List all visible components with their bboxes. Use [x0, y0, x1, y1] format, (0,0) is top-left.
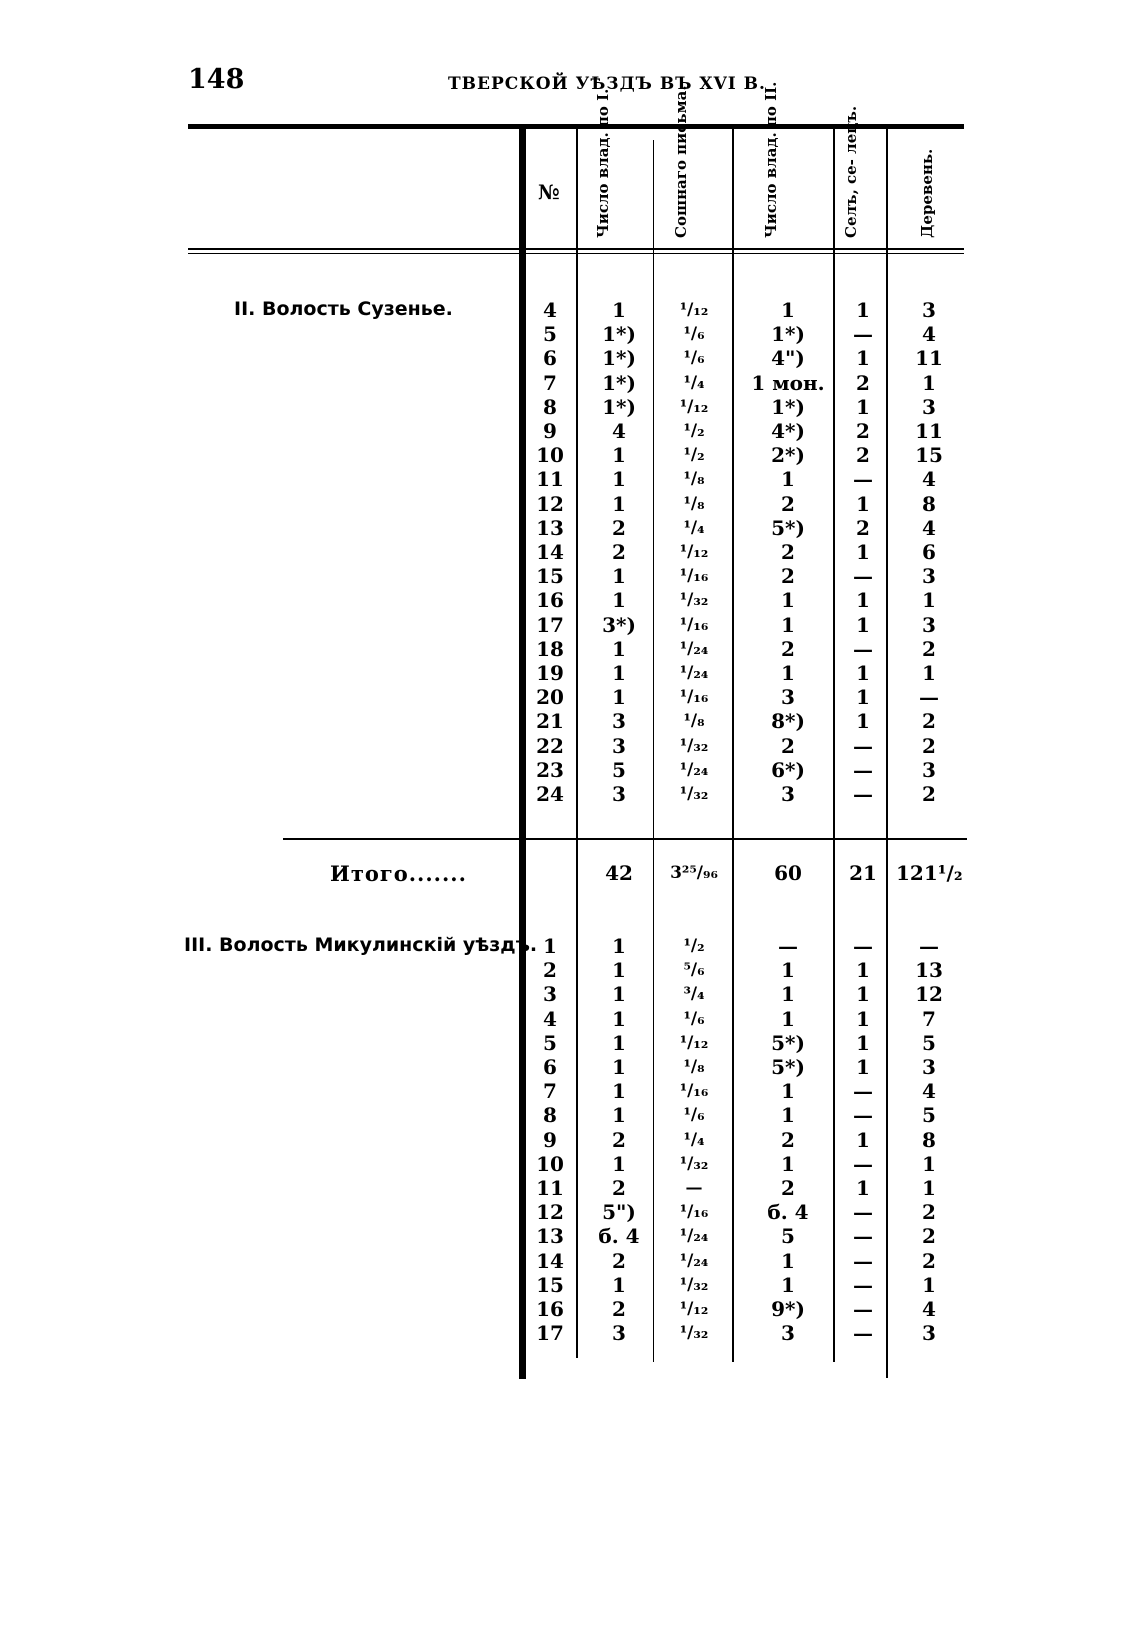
running-title: ТВЕРСКОЙ УѢЗДЪ ВЪ XVI В.: [448, 74, 766, 94]
table-cell-villages: —: [853, 1248, 873, 1273]
table-cell-sokha-share: ¹/₂₄: [679, 663, 709, 683]
table-cell-owners-2: 1: [781, 1006, 795, 1031]
table-cell-villages: 2: [856, 370, 870, 395]
table-cell-hamlets: 15: [915, 443, 943, 468]
table-cell-villages: 1: [856, 491, 870, 516]
table-cell-owners-2: 1: [781, 467, 795, 492]
col-header-sokha: Сошнаго письма.: [672, 85, 690, 238]
table-cell-sokha-share: ¹/₁₂: [679, 542, 709, 562]
table-cell-row-number: 10: [536, 443, 564, 468]
table-cell-owners-2: 1*): [771, 394, 805, 419]
table-cell-owners-2: 1: [781, 661, 795, 685]
table-cell-row-number: 11: [536, 467, 564, 492]
table-cell-owners-1: 1*): [602, 394, 636, 419]
table-cell-owners-1: 1: [612, 661, 626, 685]
table-cell-villages: 1: [856, 685, 870, 710]
column-line-5: [886, 126, 888, 1378]
table-cell-row-number: 24: [536, 782, 564, 806]
table-cell-villages: 1: [856, 298, 870, 322]
table-cell-hamlets: 2: [922, 1224, 936, 1249]
table-cell-hamlets: 3: [922, 298, 936, 322]
table-cell-row-number: 6: [543, 1055, 557, 1079]
table-cell-owners-1: 1*): [602, 370, 636, 395]
table-cell-row-number: 6: [543, 346, 557, 371]
table-cell-sokha-share: ¹/₆: [683, 324, 705, 345]
table-cell-owners-2: 1: [781, 298, 795, 322]
table-cell-row-number: 23: [536, 757, 564, 782]
table-cell-owners-2: 4*): [771, 419, 805, 443]
table-cell-row-number: 8: [543, 1103, 557, 1128]
table-cell-owners-2: 2: [781, 540, 795, 564]
table-cell-villages: —: [853, 564, 873, 589]
table-cell-row-number: 13: [536, 515, 564, 540]
table-cell-sokha-share: ¹/₁₆: [679, 687, 709, 708]
table-cell-sokha-share: ¹/₃₂: [679, 784, 709, 804]
table-cell-owners-2: 5*): [771, 515, 805, 540]
total-cell-owners-1: 42: [605, 861, 633, 885]
table-cell-villages: —: [853, 1200, 873, 1225]
table-cell-owners-1: 1: [612, 1006, 626, 1031]
table-cell-owners-2: 5*): [771, 1055, 805, 1079]
section-title: II. Волость Сузенье.: [234, 298, 453, 320]
table-cell-hamlets: 1: [922, 1272, 936, 1297]
table-cell-villages: —: [853, 934, 873, 958]
table-cell-villages: —: [853, 782, 873, 806]
total-cell-hamlets: 121¹/₂: [896, 861, 963, 885]
table-cell-row-number: 15: [536, 564, 564, 589]
table-cell-owners-1: 1: [612, 685, 626, 710]
table-cell-sokha-share: ¹/₃₂: [679, 1274, 709, 1295]
table-cell-villages: —: [853, 636, 873, 661]
page-number: 148: [188, 64, 245, 95]
table-cell-owners-1: 1: [612, 1272, 626, 1297]
table-cell-hamlets: 2: [922, 1248, 936, 1273]
table-cell-sokha-share: ¹/₂: [683, 421, 705, 441]
table-cell-owners-2: б. 4: [767, 1200, 809, 1225]
table-cell-owners-2: 2: [781, 491, 795, 516]
table-cell-row-number: 11: [536, 1176, 564, 1200]
table-cell-hamlets: 4: [922, 1079, 936, 1104]
table-cell-sokha-share: ¹/₂₄: [679, 759, 709, 780]
table-cell-row-number: 8: [543, 394, 557, 419]
table-cell-villages: 1: [856, 394, 870, 419]
table-cell-row-number: 19: [536, 661, 564, 685]
table-cell-owners-1: 3*): [602, 612, 636, 637]
table-cell-owners-1: 5"): [602, 1200, 636, 1225]
table-cell-row-number: 2: [543, 958, 557, 983]
table-cell-row-number: 12: [536, 1200, 564, 1225]
table-cell-row-number: 14: [536, 540, 564, 564]
table-cell-sokha-share: ¹/₄: [683, 1129, 705, 1150]
table-cell-sokha-share: ¹/₃₂: [679, 590, 709, 611]
table-cell-hamlets: —: [919, 685, 939, 710]
table-cell-hamlets: 3: [922, 564, 936, 589]
table-cell-hamlets: 11: [915, 346, 943, 371]
table-cell-sokha-share: ¹/₁₂: [679, 300, 709, 320]
table-cell-row-number: 15: [536, 1272, 564, 1297]
table-cell-sokha-share: ¹/₂: [683, 936, 705, 956]
table-cell-hamlets: 3: [922, 612, 936, 637]
table-cell-owners-2: 1: [781, 1151, 795, 1176]
table-cell-sokha-share: ¹/₆: [683, 1008, 705, 1029]
table-cell-owners-2: 5*): [771, 1030, 805, 1055]
table-cell-villages: —: [853, 733, 873, 758]
table-cell-owners-2: 1: [781, 1248, 795, 1273]
table-cell-owners-2: 1: [781, 1079, 795, 1104]
table-cell-villages: —: [853, 757, 873, 782]
table-cell-row-number: 14: [536, 1248, 564, 1273]
table-cell-owners-2: 4"): [771, 346, 805, 371]
table-cell-owners-1: 1: [612, 1151, 626, 1176]
table-cell-hamlets: 5: [922, 1103, 936, 1128]
table-cell-villages: —: [853, 1103, 873, 1128]
table-cell-villages: 1: [856, 1127, 870, 1152]
table-cell-sokha-share: ¹/₈: [683, 469, 705, 490]
col-header-owners-2: Число влад. по II.: [762, 81, 780, 238]
table-cell-row-number: 20: [536, 685, 564, 710]
col-header-number: №: [538, 180, 560, 204]
table-cell-sokha-share: ¹/₂₄: [679, 1226, 709, 1247]
table-cell-owners-1: 3: [612, 1321, 626, 1346]
table-cell-sokha-share: ¹/₁₆: [679, 614, 709, 635]
table-cell-hamlets: 6: [922, 540, 936, 564]
table-cell-villages: 1: [856, 1030, 870, 1055]
table-cell-sokha-share: ¹/₃₂: [679, 1323, 709, 1344]
table-cell-owners-1: 1: [612, 1103, 626, 1128]
col-header-hamlets: Деревень.: [918, 148, 936, 238]
table-cell-sokha-share: ¹/₆: [683, 1105, 705, 1126]
table-cell-sokha-share: ¹/₁₆: [679, 1202, 709, 1223]
total-cell-owners-2: 60: [774, 861, 802, 885]
table-cell-owners-1: 4: [612, 419, 626, 443]
table-cell-hamlets: 12: [915, 982, 943, 1007]
total-cell-sokha-share: 3²⁵/₉₆: [670, 863, 718, 883]
table-cell-sokha-share: ¹/₆: [683, 348, 705, 369]
table-cell-row-number: 17: [536, 612, 564, 637]
table-cell-villages: —: [853, 1272, 873, 1297]
table-cell-villages: 1: [856, 1176, 870, 1200]
table-cell-owners-2: 5: [781, 1224, 795, 1249]
table-cell-sokha-share: ¹/₂: [683, 445, 705, 466]
table-cell-hamlets: 8: [922, 491, 936, 516]
table-cell-owners-2: 1: [781, 982, 795, 1007]
table-cell-sokha-share: ⁵/₆: [683, 960, 705, 981]
table-cell-row-number: 10: [536, 1151, 564, 1176]
table-cell-owners-1: 2: [612, 1127, 626, 1152]
table-cell-villages: 1: [856, 1006, 870, 1031]
table-cell-owners-1: 1: [612, 564, 626, 589]
table-cell-villages: —: [853, 467, 873, 492]
table-cell-owners-1: 1: [612, 982, 626, 1007]
table-cell-row-number: 9: [543, 1127, 557, 1152]
table-cell-owners-1: 1: [612, 491, 626, 516]
table-cell-owners-2: 6*): [771, 757, 805, 782]
table-cell-owners-2: 3: [781, 782, 795, 806]
table-cell-hamlets: 7: [922, 1006, 936, 1031]
table-cell-owners-1: 1: [612, 443, 626, 468]
table-cell-villages: 1: [856, 540, 870, 564]
table-cell-owners-2: 2: [781, 733, 795, 758]
table-cell-owners-2: 8*): [771, 709, 805, 734]
table-cell-row-number: 1: [543, 934, 557, 958]
table-cell-sokha-share: ¹/₁₂: [679, 1032, 709, 1053]
table-cell-sokha-share: ¹/₃₂: [679, 735, 709, 756]
table-cell-owners-2: 3: [781, 685, 795, 710]
table-cell-sokha-share: ¹/₁₂: [679, 396, 709, 417]
table-cell-sokha-share: ¹/₁₂: [679, 1299, 709, 1319]
table-cell-hamlets: 5: [922, 1030, 936, 1055]
table-cell-sokha-share: ¹/₂₄: [679, 638, 709, 659]
table-cell-hamlets: 3: [922, 757, 936, 782]
col-header-villages: Селъ, се- лецъ.: [842, 105, 860, 238]
table-cell-owners-2: 1: [781, 958, 795, 983]
table-cell-hamlets: 1: [922, 370, 936, 395]
table-cell-villages: 1: [856, 982, 870, 1007]
table-cell-owners-1: 1*): [602, 322, 636, 347]
table-cell-owners-1: 1: [612, 298, 626, 322]
table-cell-hamlets: 4: [922, 467, 936, 492]
table-cell-owners-2: 1*): [771, 322, 805, 347]
table-cell-row-number: 3: [543, 982, 557, 1007]
table-cell-villages: 1: [856, 1055, 870, 1079]
table-cell-sokha-share: —: [685, 1178, 703, 1198]
table-cell-owners-2: 2: [781, 1176, 795, 1200]
table-cell-row-number: 13: [536, 1224, 564, 1249]
table-cell-owners-1: 1*): [602, 346, 636, 371]
table-cell-villages: 1: [856, 958, 870, 983]
table-cell-row-number: 22: [536, 733, 564, 758]
table-cell-hamlets: 1: [922, 661, 936, 685]
table-cell-hamlets: 4: [922, 1297, 936, 1321]
table-cell-owners-2: 3: [781, 1321, 795, 1346]
table-cell-villages: —: [853, 1297, 873, 1321]
table-cell-hamlets: 2: [922, 782, 936, 806]
table-cell-row-number: 5: [543, 1030, 557, 1055]
table-cell-owners-1: 1: [612, 636, 626, 661]
table-cell-owners-1: 3: [612, 782, 626, 806]
total-cell-villages: 21: [849, 861, 877, 885]
table-cell-hamlets: —: [919, 934, 939, 958]
table-cell-sokha-share: ¹/₂₄: [679, 1250, 709, 1271]
table-cell-villages: 1: [856, 612, 870, 637]
table-cell-sokha-share: ¹/₈: [683, 1057, 705, 1077]
table-cell-owners-2: 1: [781, 1272, 795, 1297]
table-cell-sokha-share: ¹/₈: [683, 493, 705, 514]
table-cell-hamlets: 13: [915, 958, 943, 983]
table-cell-hamlets: 4: [922, 322, 936, 347]
table-cell-villages: 2: [856, 515, 870, 540]
table-cell-sokha-share: ³/₄: [683, 984, 705, 1005]
table-cell-sokha-share: ¹/₃₂: [679, 1153, 709, 1174]
table-cell-owners-2: 2: [781, 564, 795, 589]
table-cell-villages: —: [853, 1079, 873, 1104]
section-title: III. Волость Микулинскій уѣздъ.: [184, 934, 538, 956]
table-cell-hamlets: 3: [922, 394, 936, 419]
table-cell-owners-1: 3: [612, 733, 626, 758]
table-cell-owners-2: 9*): [771, 1297, 805, 1321]
table-cell-owners-1: 1: [612, 467, 626, 492]
table-cell-row-number: 5: [543, 322, 557, 347]
table-cell-owners-1: 1: [612, 958, 626, 983]
table-cell-owners-1: 1: [612, 934, 626, 958]
table-cell-hamlets: 1: [922, 588, 936, 613]
table-cell-owners-2: 2*): [771, 443, 805, 468]
table-cell-hamlets: 2: [922, 709, 936, 734]
table-cell-villages: —: [853, 1321, 873, 1346]
table-cell-villages: 1: [856, 588, 870, 613]
table-cell-row-number: 12: [536, 491, 564, 516]
table-cell-row-number: 17: [536, 1321, 564, 1346]
table-cell-owners-2: —: [778, 934, 798, 958]
table-cell-villages: 1: [856, 709, 870, 734]
table-cell-owners-1: 1: [612, 588, 626, 613]
table-cell-sokha-share: ¹/₁₆: [679, 566, 709, 587]
table-cell-owners-1: 5: [612, 757, 626, 782]
table-cell-owners-2: 1: [781, 612, 795, 637]
table-cell-owners-1: 3: [612, 709, 626, 734]
table-cell-owners-1: 1: [612, 1030, 626, 1055]
table-cell-villages: 2: [856, 443, 870, 468]
table-cell-sokha-share: ¹/₄: [683, 517, 705, 538]
table-cell-owners-2: 1 мон.: [751, 370, 825, 395]
table-cell-villages: —: [853, 1224, 873, 1249]
table-cell-villages: 2: [856, 419, 870, 443]
table-cell-row-number: 16: [536, 1297, 564, 1321]
table-cell-hamlets: 2: [922, 1200, 936, 1225]
table-cell-hamlets: 1: [922, 1176, 936, 1200]
table-cell-owners-2: 1: [781, 588, 795, 613]
table-cell-owners-2: 1: [781, 1103, 795, 1128]
table-cell-hamlets: 2: [922, 733, 936, 758]
total-label: Итого.......: [330, 861, 467, 886]
table-cell-owners-1: 1: [612, 1079, 626, 1104]
table-cell-hamlets: 8: [922, 1127, 936, 1152]
table-cell-villages: —: [853, 1151, 873, 1176]
col-header-owners-1: Число влад. по I.: [594, 88, 612, 238]
table-cell-row-number: 7: [543, 370, 557, 395]
table-cell-sokha-share: ¹/₄: [683, 372, 705, 393]
table-cell-hamlets: 3: [922, 1055, 936, 1079]
table-cell-row-number: 4: [543, 1006, 557, 1031]
table-cell-sokha-share: ¹/₈: [683, 711, 705, 732]
table-cell-hamlets: 2: [922, 636, 936, 661]
table-cell-villages: —: [853, 322, 873, 347]
table-cell-owners-2: 2: [781, 636, 795, 661]
table-cell-owners-1: 2: [612, 1297, 626, 1321]
table-cell-owners-1: 2: [612, 515, 626, 540]
table-cell-sokha-share: ¹/₁₆: [679, 1081, 709, 1102]
table-cell-hamlets: 11: [915, 419, 943, 443]
table-cell-owners-1: 2: [612, 1176, 626, 1200]
table-cell-row-number: 9: [543, 419, 557, 443]
table-cell-hamlets: 3: [922, 1321, 936, 1346]
table-cell-row-number: 18: [536, 636, 564, 661]
table-cell-owners-1: 2: [612, 1248, 626, 1273]
table-cell-owners-2: 2: [781, 1127, 795, 1152]
table-cell-row-number: 4: [543, 298, 557, 322]
table-cell-hamlets: 1: [922, 1151, 936, 1176]
table-cell-owners-1: 2: [612, 540, 626, 564]
table-cell-hamlets: 4: [922, 515, 936, 540]
table-cell-row-number: 7: [543, 1079, 557, 1104]
table-cell-row-number: 16: [536, 588, 564, 613]
table-cell-villages: 1: [856, 346, 870, 371]
table-cell-villages: 1: [856, 661, 870, 685]
column-line-3: [732, 126, 734, 1362]
table-cell-row-number: 21: [536, 709, 564, 734]
table-cell-owners-1: 1: [612, 1055, 626, 1079]
table-cell-owners-1: б. 4: [598, 1224, 640, 1249]
total-top-rule: [283, 838, 967, 840]
